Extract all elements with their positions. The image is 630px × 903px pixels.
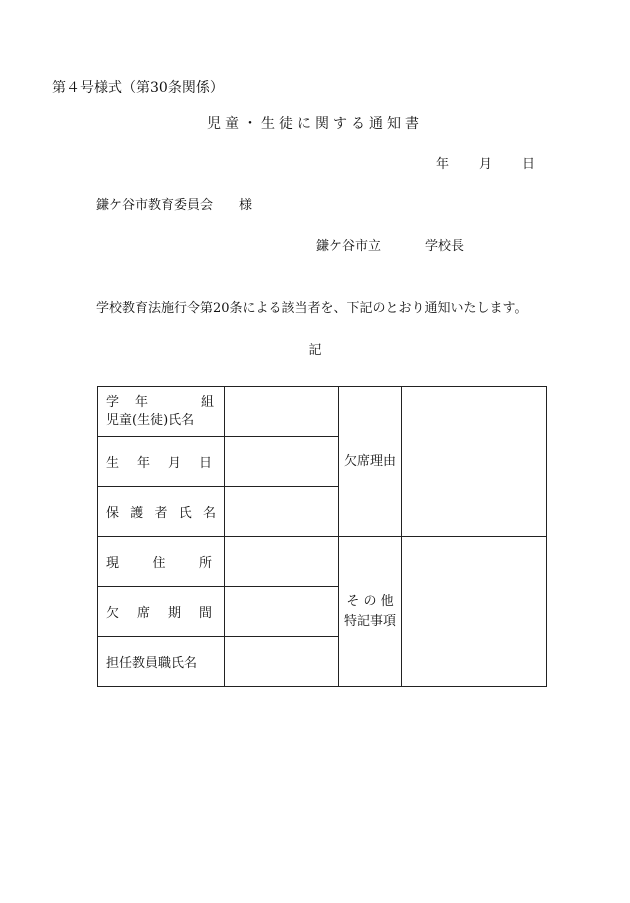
label-char: 住: [152, 556, 166, 571]
other-notes-line2: 特記事項: [343, 613, 396, 629]
student-name-label: 児童(生徒)氏名: [106, 412, 195, 428]
form-number: 第４号様式（第30条関係）: [52, 80, 224, 96]
teacher-name-value[interactable]: [225, 637, 339, 687]
label-char: 日: [198, 456, 212, 471]
label-char: 現: [106, 556, 120, 571]
date-day: 日: [522, 157, 536, 172]
label-char: 護: [130, 506, 144, 521]
table-row: [98, 537, 547, 587]
label-char: 生: [106, 456, 120, 471]
notification-table: [97, 386, 547, 687]
label-char: 間: [198, 606, 212, 621]
date-line: [436, 153, 535, 172]
table-row: [98, 387, 547, 437]
address-label: [98, 537, 225, 587]
document-title: 児童・生徒に関する通知書: [207, 116, 423, 132]
grade-class-label: [98, 387, 225, 437]
ki-heading: 記: [308, 343, 322, 358]
other-notes-line1: そ の 他: [346, 593, 394, 609]
birth-date-value[interactable]: [225, 437, 339, 487]
body-text: 学校教育法施行令第20条による該当者を、下記のとおり通知いたします。: [96, 301, 528, 316]
label-char: 席: [136, 606, 150, 621]
grade-class-text: [106, 394, 218, 412]
date-month: 月: [479, 157, 493, 172]
teacher-name-label: [98, 637, 225, 687]
label-char: 保: [106, 506, 120, 521]
sender: [316, 235, 464, 254]
label-char: 年: [134, 394, 148, 410]
label-char: 月: [167, 456, 181, 471]
label-char: 年: [136, 456, 150, 471]
date-year: 年: [436, 157, 450, 172]
absence-period-value[interactable]: [225, 587, 339, 637]
grade-class-value[interactable]: [225, 387, 339, 437]
guardian-name-label: [98, 487, 225, 537]
label-char: 名: [202, 506, 216, 521]
other-notes-label: [339, 537, 402, 687]
label-char: 所: [198, 556, 212, 571]
label-char: 学: [106, 394, 120, 410]
absence-reason-value[interactable]: [402, 387, 547, 537]
address-value[interactable]: [225, 537, 339, 587]
addressee: [96, 194, 252, 213]
label-char: 氏: [178, 506, 192, 521]
absence-reason-label: 欠席理由: [339, 387, 402, 537]
addressee-name: 鎌ケ谷市教育委員会: [96, 198, 214, 213]
sender-city: 鎌ケ谷市立: [316, 239, 382, 254]
absence-period-label: [98, 587, 225, 637]
sender-title: 学校長: [425, 239, 465, 254]
guardian-name-value[interactable]: [225, 487, 339, 537]
label-char: 者: [154, 506, 168, 521]
birth-date-label: [98, 437, 225, 487]
other-notes-value[interactable]: [402, 537, 547, 687]
label-char: 欠: [106, 606, 120, 621]
label-char: 期: [167, 606, 181, 621]
teacher-name-text: 担任教員職氏名: [106, 656, 198, 671]
addressee-honorific: 様: [239, 198, 253, 213]
label-char: 組: [200, 394, 214, 410]
